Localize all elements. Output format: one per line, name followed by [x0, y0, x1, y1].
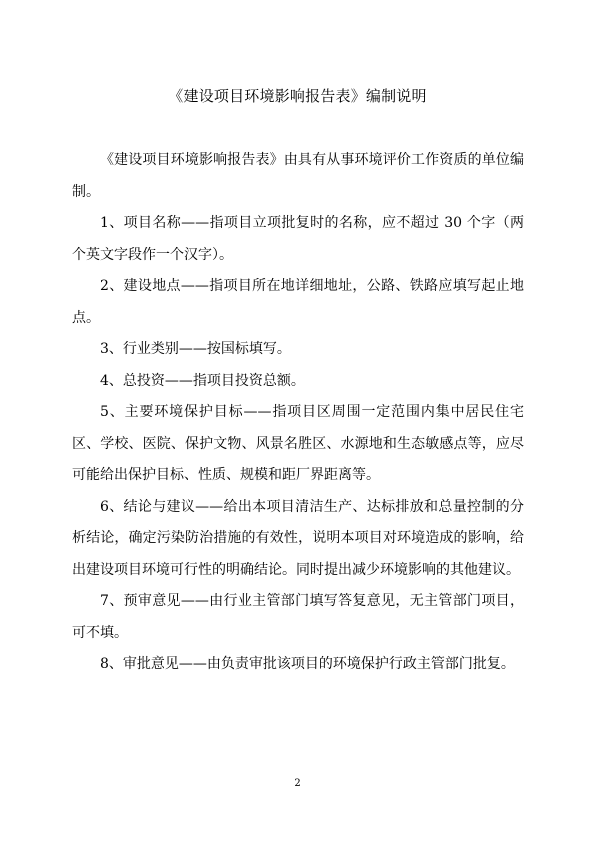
item-approval-opinion: 8、审批意见——由负责审批该项目的环境保护行政主管部门批复。: [100, 656, 515, 672]
page-number: 2: [294, 778, 301, 789]
item-preliminary-review: 7、预审意见——由行业主管部门填写答复意见，无主管部门项目，可不填。: [72, 593, 524, 641]
intro-paragraph: 《建设项目环境影响报告表》由具有从事环境评价工作资质的单位编制。: [72, 152, 524, 200]
item-conclusion-suggestions: 6、结论与建议——给出本项目清洁生产、达标排放和总量控制的分析结论，确定污染防治措施的有效性，说明本项目对环境造成的影响，给出建设项目环境可行性的明确结论。同时提出减少环境影响的其他建议。: [72, 498, 524, 578]
item-protection-targets: 5、主要环境保护目标——指项目区周围一定范围内集中居民住宅区、学校、医院、保护文物、风景名胜区、水源地和生态敏感点等，应尽可能给出保护目标、性质、规模和距厂界距离等。: [72, 404, 524, 483]
item-industry-category: 3、行业类别——按国标填写。: [100, 341, 291, 357]
item-total-investment: 4、总投资——指项目投资总额。: [100, 372, 305, 389]
item-project-name: 1、项目名称——指项目立项批复时的名称，应不超过 30 个字（两个英文字段作一个汉字）。: [72, 215, 524, 263]
document-title: 《建设项目环境影响报告表》编制说明: [168, 87, 427, 105]
document-body: [72, 145, 524, 681]
item-construction-site: 2、建设地点——指项目所在地详细地址，公路、铁路应填写起止地点。: [72, 278, 524, 326]
